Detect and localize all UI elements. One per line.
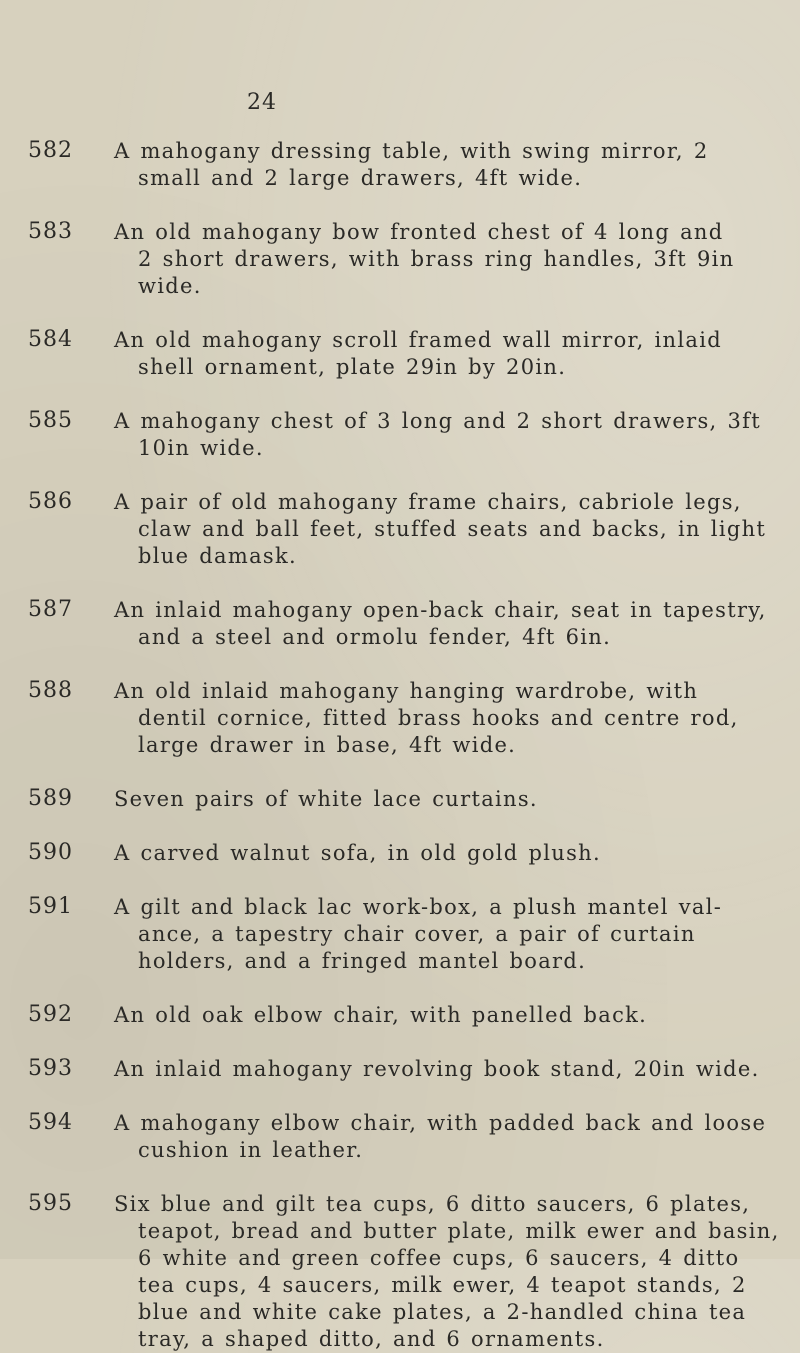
description-line: A pair of old mahogany frame chairs, cabriole legs,: [114, 490, 742, 514]
lot-number: 592: [28, 1002, 73, 1027]
description-line: A mahogany elbow chair, with padded back and loose: [114, 1111, 767, 1135]
description-line: Seven pairs of white lace curtains.: [114, 787, 538, 811]
lot-description: [114, 597, 767, 651]
lot-number: 589: [28, 786, 73, 811]
description-line: cushion in leather.: [138, 1138, 364, 1162]
description-line: An old mahogany scroll framed wall mirror, inlaid: [114, 328, 722, 352]
description-line: claw and ball feet, stuffed seats and backs, in light: [138, 517, 767, 541]
lot-description: [114, 678, 754, 759]
lot-description: [114, 894, 754, 975]
description-line: blue and white cake plates, a 2-handled china tea: [138, 1300, 747, 1324]
lot-description: [114, 408, 761, 462]
lot-number: 586: [28, 489, 73, 514]
lot-description: [114, 1110, 767, 1164]
description-line: and a steel and ormolu fender, 4ft 6in.: [138, 625, 612, 649]
description-line: blue damask.: [138, 544, 297, 568]
description-line: A carved walnut sofa, in old gold plush.: [114, 841, 601, 865]
lot-number: 595: [28, 1191, 73, 1216]
description-line: An old oak elbow chair, with panelled back.: [114, 1003, 648, 1027]
lot-number: 583: [28, 219, 73, 244]
description-line: An old inlaid mahogany hanging wardrobe, with: [114, 679, 699, 703]
description-line: tea cups, 4 saucers, milk ewer, 4 teapot stands, 2: [138, 1273, 747, 1297]
lot-number: 593: [28, 1056, 73, 1081]
lot-number: 594: [28, 1110, 73, 1135]
description-line: tray, a shaped ditto, and 6 ornaments.: [138, 1327, 605, 1351]
description-line: ance, a tapestry chair cover, a pair of curtain: [138, 922, 696, 946]
lot-description: [114, 489, 767, 570]
description-line: A gilt and black lac work-box, a plush mantel val-: [114, 895, 723, 919]
description-line: 6 white and green coffee cups, 6 saucers, 4 ditto: [138, 1246, 740, 1270]
description-line: shell ornament, plate 29in by 20in.: [138, 355, 567, 379]
lot-description: [114, 1056, 760, 1083]
description-line: holders, and a fringed mantel board.: [138, 949, 587, 973]
lot-number: 591: [28, 894, 73, 919]
lot-number: 584: [28, 327, 73, 352]
page-number: 24: [247, 90, 277, 115]
lot-description: [114, 786, 754, 813]
lot-description: [114, 1002, 754, 1029]
lot-number: 587: [28, 597, 73, 622]
lot-description: [114, 1191, 780, 1353]
lot-number: 585: [28, 408, 73, 433]
description-line: dentil cornice, fitted brass hooks and centre rod,: [138, 706, 739, 730]
description-line: 10in wide.: [138, 436, 264, 460]
description-line: A mahogany dressing table, with swing mirror, 2: [114, 139, 709, 163]
lot-number: 588: [28, 678, 73, 703]
lot-number: 582: [28, 138, 73, 163]
description-line: An inlaid mahogany open-back chair, seat in tapestry,: [114, 598, 767, 622]
lot-description: [114, 327, 754, 381]
description-line: wide.: [138, 274, 202, 298]
description-line: teapot, bread and butter plate, milk ewer and basin,: [138, 1219, 780, 1243]
lot-number: 590: [28, 840, 73, 865]
description-line: large drawer in base, 4ft wide.: [138, 733, 517, 757]
description-line: An old mahogany bow fronted chest of 4 long and: [114, 220, 724, 244]
lot-description: [114, 840, 754, 867]
description-line: Six blue and gilt tea cups, 6 ditto saucers, 6 plates,: [114, 1192, 751, 1216]
lot-description: [114, 138, 754, 192]
description-line: A mahogany chest of 3 long and 2 short drawers, 3ft: [114, 409, 761, 433]
description-line: small and 2 large drawers, 4ft wide.: [138, 166, 583, 190]
description-line: An inlaid mahogany revolving book stand, 20in wide.: [114, 1057, 760, 1081]
lot-description: [114, 219, 754, 300]
description-line: 2 short drawers, with brass ring handles, 3ft 9in: [138, 247, 735, 271]
